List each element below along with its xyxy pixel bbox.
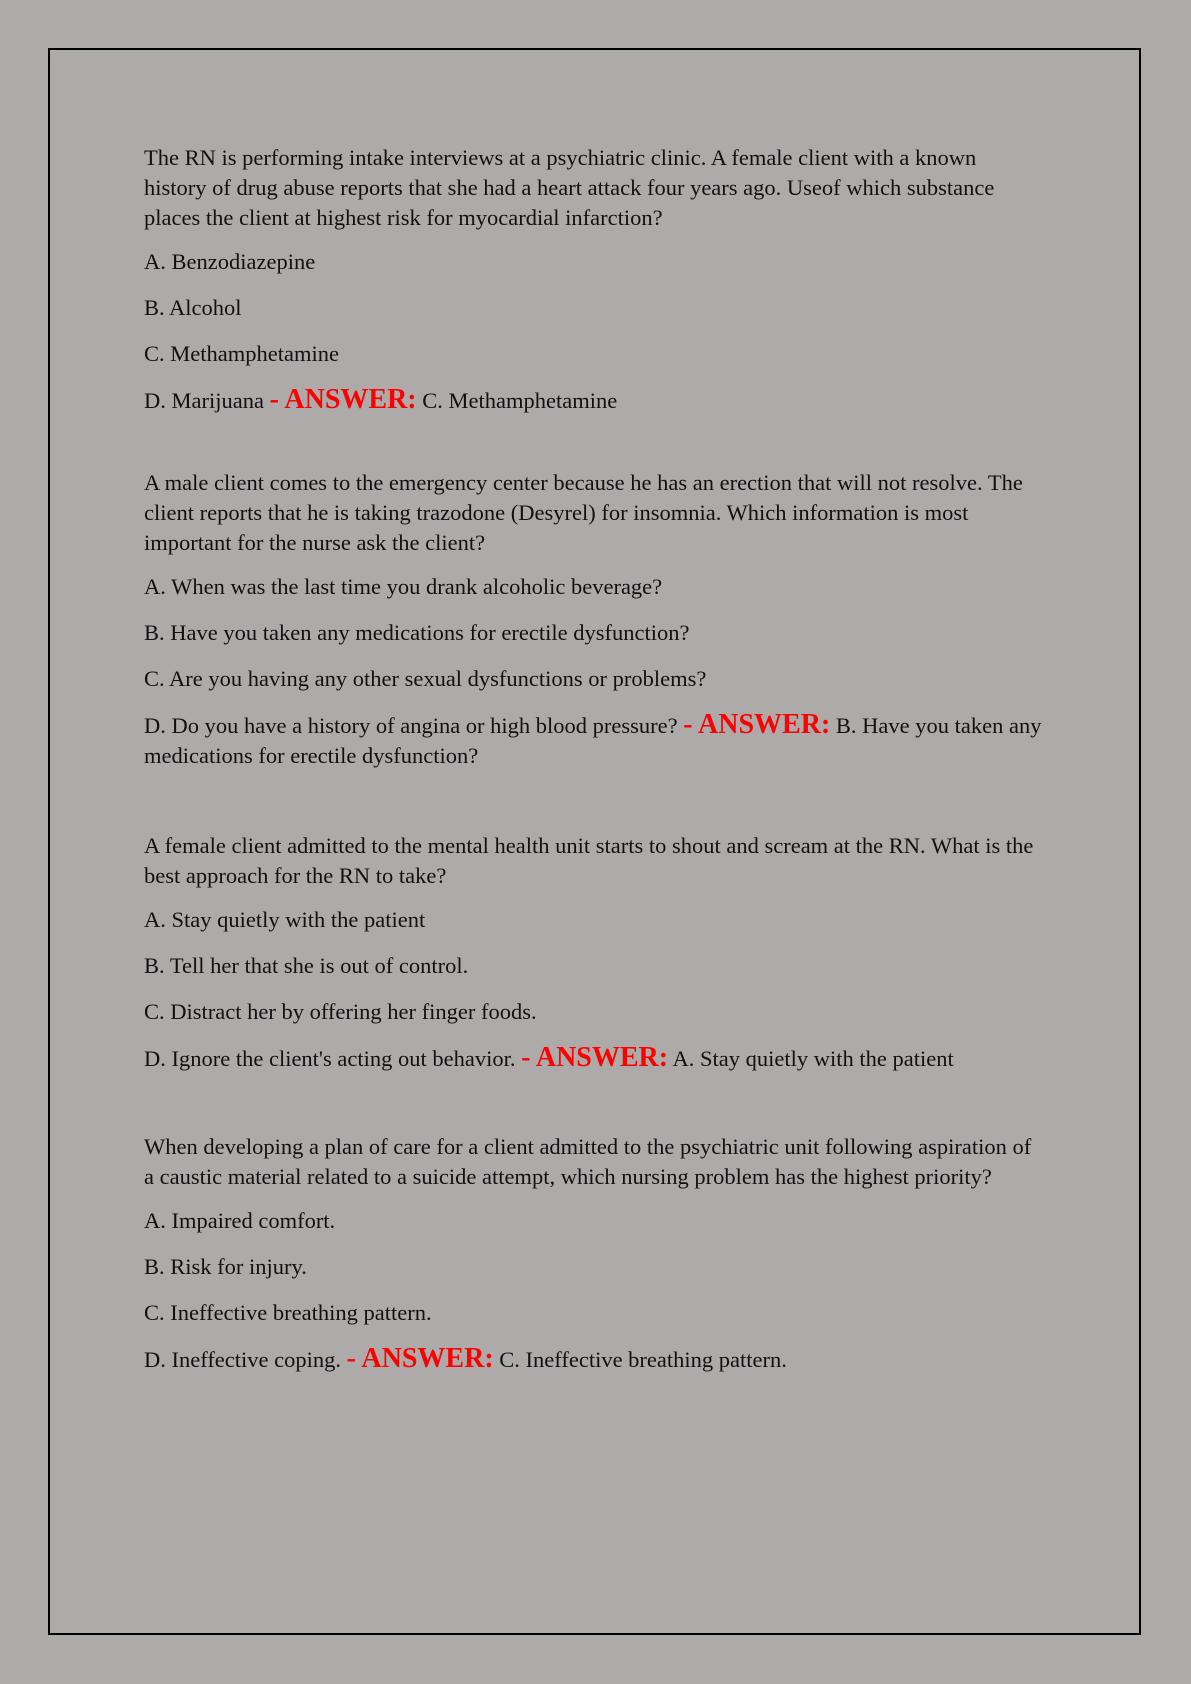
answer-label: - ANSWER: [346, 1343, 494, 1374]
option-d-with-answer [144, 710, 1044, 771]
answer-label: - ANSWER: [521, 1042, 669, 1073]
option-b: B. Tell her that she is out of control. [144, 953, 469, 978]
option-c: C. Distract her by offering her finger foods. [144, 999, 537, 1024]
question-4 [144, 1132, 1044, 1375]
question-stem: When developing a plan of care for a client admitted to the psychiatric unit following aspiration of a caustic material related to a suicide attempt, which nursing problem has the highest priority? [144, 1134, 1032, 1189]
question-stem: A male client comes to the emergency center because he has an erection that will not resolve. The client reports that he is taking trazodone (Desyrel) for insomnia. Which information is most important for the nurse ask the client? [144, 470, 1023, 555]
option-d-with-answer [144, 385, 1044, 416]
option-a: A. Benzodiazepine [144, 249, 316, 274]
option-d-with-answer [144, 1344, 1044, 1375]
answer-text: C. Methamphetamine [422, 388, 618, 413]
answer-text: A. Stay quietly with the patient [672, 1046, 954, 1071]
answer-label: - ANSWER: [683, 709, 831, 740]
question-stem: A female client admitted to the mental health unit starts to shout and scream at the RN. What is the best approach for the RN to take? [144, 833, 1034, 888]
option-d: D. Ignore the client's acting out behavior. [144, 1046, 516, 1071]
option-d: D. Marijuana [144, 388, 264, 413]
answer-text: B. Have you taken any medications for erectile dysfunction? [144, 713, 1042, 768]
option-b: B. Have you taken any medications for erectile dysfunction? [144, 620, 690, 645]
answer-label: - ANSWER: [269, 384, 417, 415]
option-d: D. Ineffective coping. [144, 1347, 342, 1372]
document-body [144, 143, 1044, 1427]
question-1 [144, 143, 1044, 416]
option-c: C. Ineffective breathing pattern. [144, 1300, 432, 1325]
option-a: A. Stay quietly with the patient [144, 907, 426, 932]
question-stem: The RN is performing intake interviews at a psychiatric clinic. A female client with a known history of drug abuse reports that she had a heart attack four years ago. Useof which substance places the client at highest risk for myocardial infarction? [144, 145, 995, 230]
option-d-with-answer [144, 1043, 1044, 1074]
option-b: B. Risk for injury. [144, 1254, 307, 1279]
option-b: B. Alcohol [144, 295, 242, 320]
answer-text: C. Ineffective breathing pattern. [499, 1347, 787, 1372]
option-c: C. Methamphetamine [144, 341, 339, 366]
option-a: A. Impaired comfort. [144, 1208, 336, 1233]
option-a: A. When was the last time you drank alcoholic beverage? [144, 574, 663, 599]
option-c: C. Are you having any other sexual dysfunctions or problems? [144, 666, 707, 691]
question-3 [144, 831, 1044, 1074]
option-d: D. Do you have a history of angina or high blood pressure? [144, 713, 678, 738]
question-2 [144, 468, 1044, 771]
